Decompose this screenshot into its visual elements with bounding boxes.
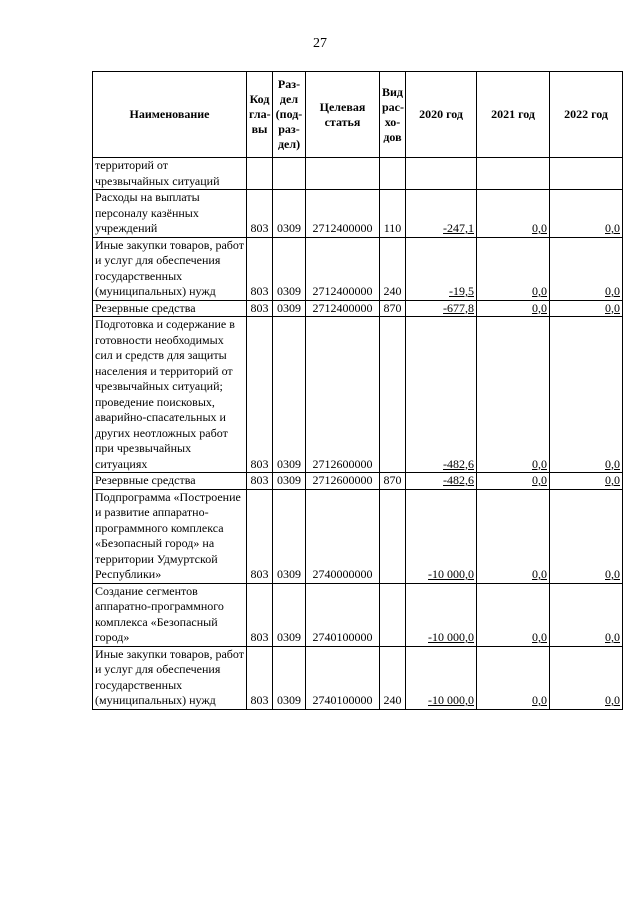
- cell-target: 2712600000: [306, 317, 380, 473]
- budget-table: [92, 71, 623, 710]
- cell-name: Подготовка и содержание в готовности необходимых сил и средств для защиты населения и территорий от чрезвычайных ситуаций; проведение поисковых, аварийно-спасательных и других неотложных работ при чрезвычайных ситуациях: [93, 317, 247, 473]
- cell-2022: 0,0: [550, 300, 623, 317]
- table-row: [93, 473, 623, 490]
- cell-code: 803: [247, 583, 273, 646]
- table-row: [93, 583, 623, 646]
- cell-section: 0309: [273, 237, 306, 300]
- cell-target: 2712600000: [306, 473, 380, 490]
- cell-2020: [406, 158, 477, 190]
- cell-2021: 0,0: [477, 473, 550, 490]
- cell-target: [306, 158, 380, 190]
- cell-2020: -677,8: [406, 300, 477, 317]
- cell-type: 240: [380, 237, 406, 300]
- cell-type: [380, 158, 406, 190]
- header-target: Целевая статья: [306, 72, 380, 158]
- cell-name: Иные закупки товаров, работ и услуг для обеспечения государственных (муниципальных) нужд: [93, 646, 247, 709]
- cell-target: 2712400000: [306, 190, 380, 238]
- cell-name: Резервные средства: [93, 300, 247, 317]
- table-row: [93, 317, 623, 473]
- cell-code: [247, 158, 273, 190]
- cell-name: Расходы на выплаты персоналу казённых учреждений: [93, 190, 247, 238]
- header-expense-type: Вид рас-хо-дов: [380, 72, 406, 158]
- cell-type: [380, 317, 406, 473]
- cell-name: территорий от чрезвычайных ситуаций: [93, 158, 247, 190]
- cell-type: [380, 489, 406, 583]
- cell-code: 803: [247, 473, 273, 490]
- header-code: Код гла-вы: [247, 72, 273, 158]
- cell-type: 870: [380, 300, 406, 317]
- table-row: [93, 300, 623, 317]
- cell-type: 110: [380, 190, 406, 238]
- cell-target: 2740100000: [306, 583, 380, 646]
- cell-target: 2740100000: [306, 646, 380, 709]
- table-row: [93, 158, 623, 190]
- cell-2022: 0,0: [550, 190, 623, 238]
- cell-2020: -482,6: [406, 473, 477, 490]
- cell-target: 2740000000: [306, 489, 380, 583]
- cell-2021: 0,0: [477, 489, 550, 583]
- cell-2022: 0,0: [550, 646, 623, 709]
- cell-type: 240: [380, 646, 406, 709]
- cell-name: Создание сегментов аппаратно-программного комплекса «Безопасный город»: [93, 583, 247, 646]
- cell-name: Иные закупки товаров, работ и услуг для обеспечения государственных (муниципальных) нужд: [93, 237, 247, 300]
- cell-section: 0309: [273, 646, 306, 709]
- cell-2020: -10 000,0: [406, 646, 477, 709]
- cell-2020: -10 000,0: [406, 583, 477, 646]
- cell-code: 803: [247, 646, 273, 709]
- cell-2021: 0,0: [477, 300, 550, 317]
- cell-2022: 0,0: [550, 237, 623, 300]
- cell-code: 803: [247, 190, 273, 238]
- cell-section: 0309: [273, 489, 306, 583]
- cell-2020: -247,1: [406, 190, 477, 238]
- cell-2020: -19,5: [406, 237, 477, 300]
- header-2020: 2020 год: [406, 72, 477, 158]
- cell-2022: 0,0: [550, 317, 623, 473]
- cell-2020: -482,6: [406, 317, 477, 473]
- cell-code: 803: [247, 300, 273, 317]
- cell-2022: 0,0: [550, 473, 623, 490]
- header-2022: 2022 год: [550, 72, 623, 158]
- cell-2020: -10 000,0: [406, 489, 477, 583]
- cell-code: 803: [247, 237, 273, 300]
- header-name: Наименование: [93, 72, 247, 158]
- cell-target: 2712400000: [306, 237, 380, 300]
- cell-type: 870: [380, 473, 406, 490]
- cell-section: 0309: [273, 583, 306, 646]
- table-row: [93, 646, 623, 709]
- cell-section: 0309: [273, 190, 306, 238]
- cell-section: 0309: [273, 317, 306, 473]
- cell-2022: [550, 158, 623, 190]
- cell-2021: 0,0: [477, 646, 550, 709]
- cell-section: 0309: [273, 300, 306, 317]
- cell-target: 2712400000: [306, 300, 380, 317]
- cell-code: 803: [247, 317, 273, 473]
- cell-2021: [477, 158, 550, 190]
- cell-name: Подпрограмма «Построение и развитие аппаратно-программного комплекса «Безопасный город» на территории Удмуртской Республики»: [93, 489, 247, 583]
- cell-2021: 0,0: [477, 237, 550, 300]
- table-row: [93, 190, 623, 238]
- cell-name: Резервные средства: [93, 473, 247, 490]
- table-row: [93, 489, 623, 583]
- cell-code: 803: [247, 489, 273, 583]
- header-2021: 2021 год: [477, 72, 550, 158]
- page-number: 27: [313, 36, 327, 51]
- cell-section: 0309: [273, 473, 306, 490]
- cell-2022: 0,0: [550, 489, 623, 583]
- header-section: Раз-дел (под-раз-дел): [273, 72, 306, 158]
- cell-section: [273, 158, 306, 190]
- table-row: [93, 237, 623, 300]
- cell-2021: 0,0: [477, 583, 550, 646]
- cell-2021: 0,0: [477, 190, 550, 238]
- cell-type: [380, 583, 406, 646]
- table-header-row: [93, 72, 623, 158]
- cell-2021: 0,0: [477, 317, 550, 473]
- cell-2022: 0,0: [550, 583, 623, 646]
